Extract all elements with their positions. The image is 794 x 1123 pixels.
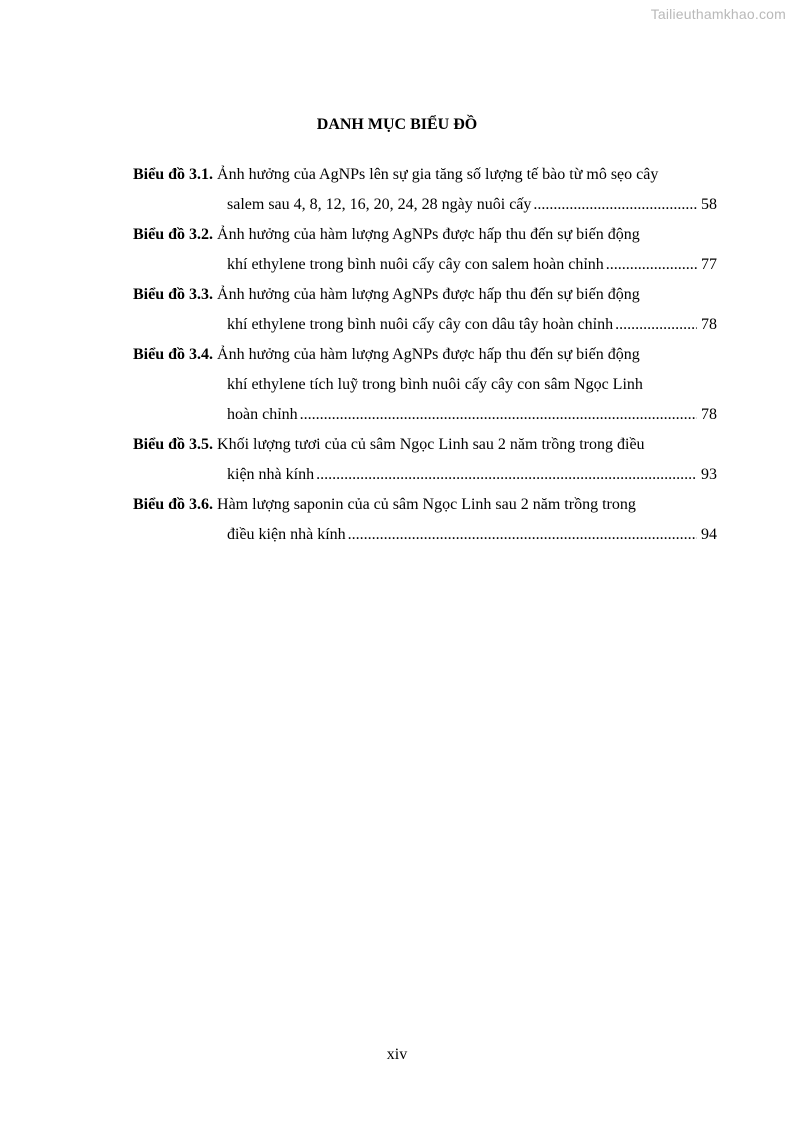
chart-caption-start: Ảnh hưởng của AgNPs lên sự gia tăng số lượng tế bào từ mô sẹo cây: [217, 166, 659, 183]
chart-caption-start: Ảnh hưởng của hàm lượng AgNPs được hấp thu đến sự biến động: [217, 286, 640, 303]
page-ref[interactable]: 94: [701, 526, 717, 543]
page-number: xiv: [386, 1046, 408, 1063]
chart-caption-end: khí ethylene trong bình nuôi cấy cây con dâu tây hoàn chỉnh: [227, 316, 614, 333]
dot-leader: [615, 310, 697, 340]
page-ref[interactable]: 78: [701, 406, 717, 423]
dot-leader: [348, 520, 697, 550]
chart-label: Biểu đồ 3.1.: [133, 166, 214, 183]
chart-label: Biểu đồ 3.4.: [133, 346, 214, 363]
toc-entry-first-line: [133, 340, 717, 370]
chart-caption-end: điều kiện nhà kính: [227, 526, 346, 543]
dot-leader: [300, 400, 697, 430]
watermark: Tailieuthamkhao.com: [650, 6, 786, 22]
toc-entry-last-line: [227, 400, 717, 430]
chart-label: Biểu đồ 3.5.: [133, 436, 214, 453]
page-ref[interactable]: 93: [701, 466, 717, 483]
page-ref[interactable]: 77: [701, 256, 717, 273]
page-ref[interactable]: 58: [701, 196, 717, 213]
chart-caption-end: hoàn chỉnh: [227, 406, 298, 423]
toc-entry[interactable]: [133, 340, 717, 430]
toc-entry-last-line: [227, 460, 717, 490]
toc-entry-last-line: [227, 310, 717, 340]
chart-caption-start: Hàm lượng saponin của củ sâm Ngọc Linh sau 2 năm trồng trong: [217, 496, 636, 513]
chart-label: Biểu đồ 3.3.: [133, 286, 214, 303]
toc-entry-first-line: [133, 160, 717, 190]
toc-entry[interactable]: [133, 280, 717, 340]
toc-entry-last-line: [227, 520, 717, 550]
toc-entry-first-line: [133, 430, 717, 460]
chart-caption-start: Khối lượng tươi của củ sâm Ngọc Linh sau 2 năm trồng trong điều: [217, 436, 645, 453]
chart-label: Biểu đồ 3.6.: [133, 496, 214, 513]
chart-caption-start: Ảnh hưởng của hàm lượng AgNPs được hấp thu đến sự biến động: [217, 226, 640, 243]
page-title: DANH MỤC BIỂU ĐỒ: [316, 116, 478, 133]
toc-entry-first-line: [133, 220, 717, 250]
chart-caption-end: salem sau 4, 8, 12, 16, 20, 24, 28 ngày nuôi cấy: [227, 196, 532, 213]
page-ref[interactable]: 78: [701, 316, 717, 333]
chart-caption-start: Ảnh hưởng của hàm lượng AgNPs được hấp thu đến sự biến động: [217, 346, 640, 363]
toc-entry-first-line: [133, 280, 717, 310]
toc-entry[interactable]: [133, 430, 717, 490]
chart-label: Biểu đồ 3.2.: [133, 226, 214, 243]
list-of-charts: [133, 160, 717, 550]
chart-caption-line: khí ethylene tích luỹ trong bình nuôi cấy cây con sâm Ngọc Linh: [227, 376, 643, 393]
toc-entry[interactable]: [133, 490, 717, 550]
chart-caption-end: khí ethylene trong bình nuôi cấy cây con salem hoàn chỉnh: [227, 256, 604, 273]
chart-caption-end: kiện nhà kính: [227, 466, 315, 483]
toc-entry-last-line: [227, 190, 717, 220]
toc-entry-first-line: [133, 490, 717, 520]
toc-entry-last-line: [227, 250, 717, 280]
dot-leader: [533, 190, 697, 220]
dot-leader: [316, 460, 697, 490]
dot-leader: [606, 250, 697, 280]
toc-entry[interactable]: [133, 220, 717, 280]
toc-entry[interactable]: [133, 160, 717, 220]
